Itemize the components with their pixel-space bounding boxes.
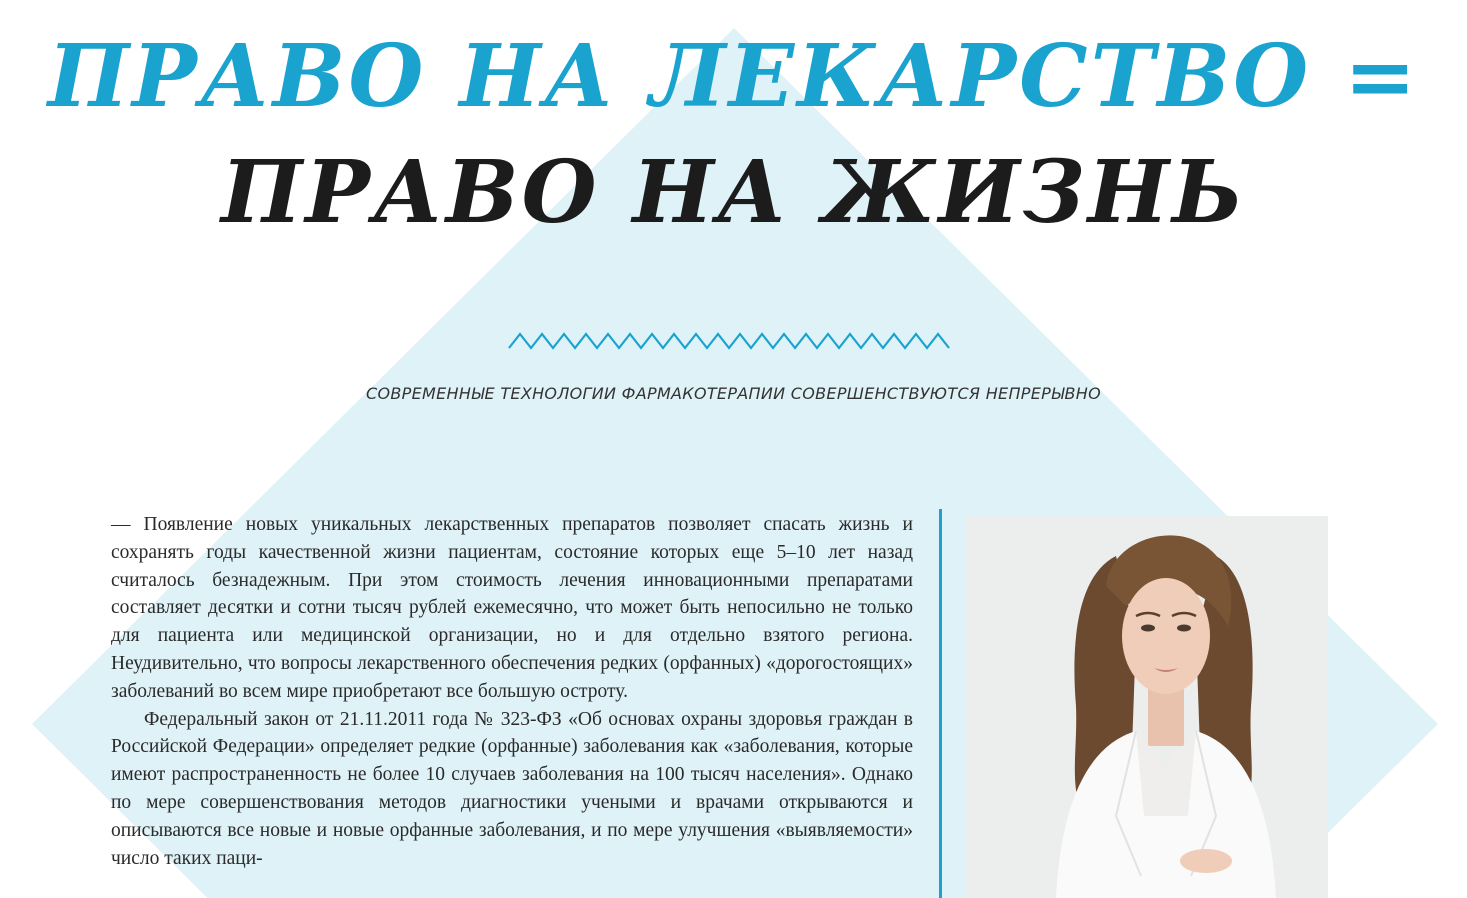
headline-line-1: ПРАВО НА ЛЕКАРСТВО = xyxy=(47,26,1420,127)
article-paragraph: — Появление новых уникальных лекарственных препаратов позволяет спасать жизнь и сохранять годы качественной жизни пациентам, состояние которых еще 5–10 лет назад считалось безнадежным. При этом стоимость лечения инновационными препаратами составляет десятки и сотни тысяч рублей ежемесячно, что может быть непосильно не только для пациента или медицинской организации, но и для отдельно взятого региона. Неудивительно, что вопросы лекарственного обеспечения редких (орфанных) «дорогостоящих» заболеваний во всем мире приобретают все большую остроту. xyxy=(111,514,913,702)
column-divider-rule xyxy=(939,509,942,898)
author-portrait-photo xyxy=(966,516,1328,898)
article-subtitle: СОВРЕМЕННЫЕ ТЕХНОЛОГИИ ФАРМАКОТЕРАПИИ СОВЕРШЕНСТВУЮТСЯ НЕПРЕРЫВНО xyxy=(365,384,1101,403)
zigzag-divider xyxy=(508,330,960,352)
article-body xyxy=(111,511,913,872)
headline-line-2: ПРАВО НА ЖИЗНЬ xyxy=(220,142,1247,243)
article-paragraph: Федеральный закон от 21.11.2011 года № 323-ФЗ «Об основах охраны здоровья граждан в Российской Федерации» определяет редкие (орфанные) заболевания как «заболевания, которые имеют распространенность не более 10 случаев заболевания на 100 тысяч населения». Однако по мере совершенствования методов диагностики учеными и врачами открываются и описываются все новые и новые орфанные заболевания, и по мере улучшения «выявляемости» число таких паци- xyxy=(111,708,913,869)
